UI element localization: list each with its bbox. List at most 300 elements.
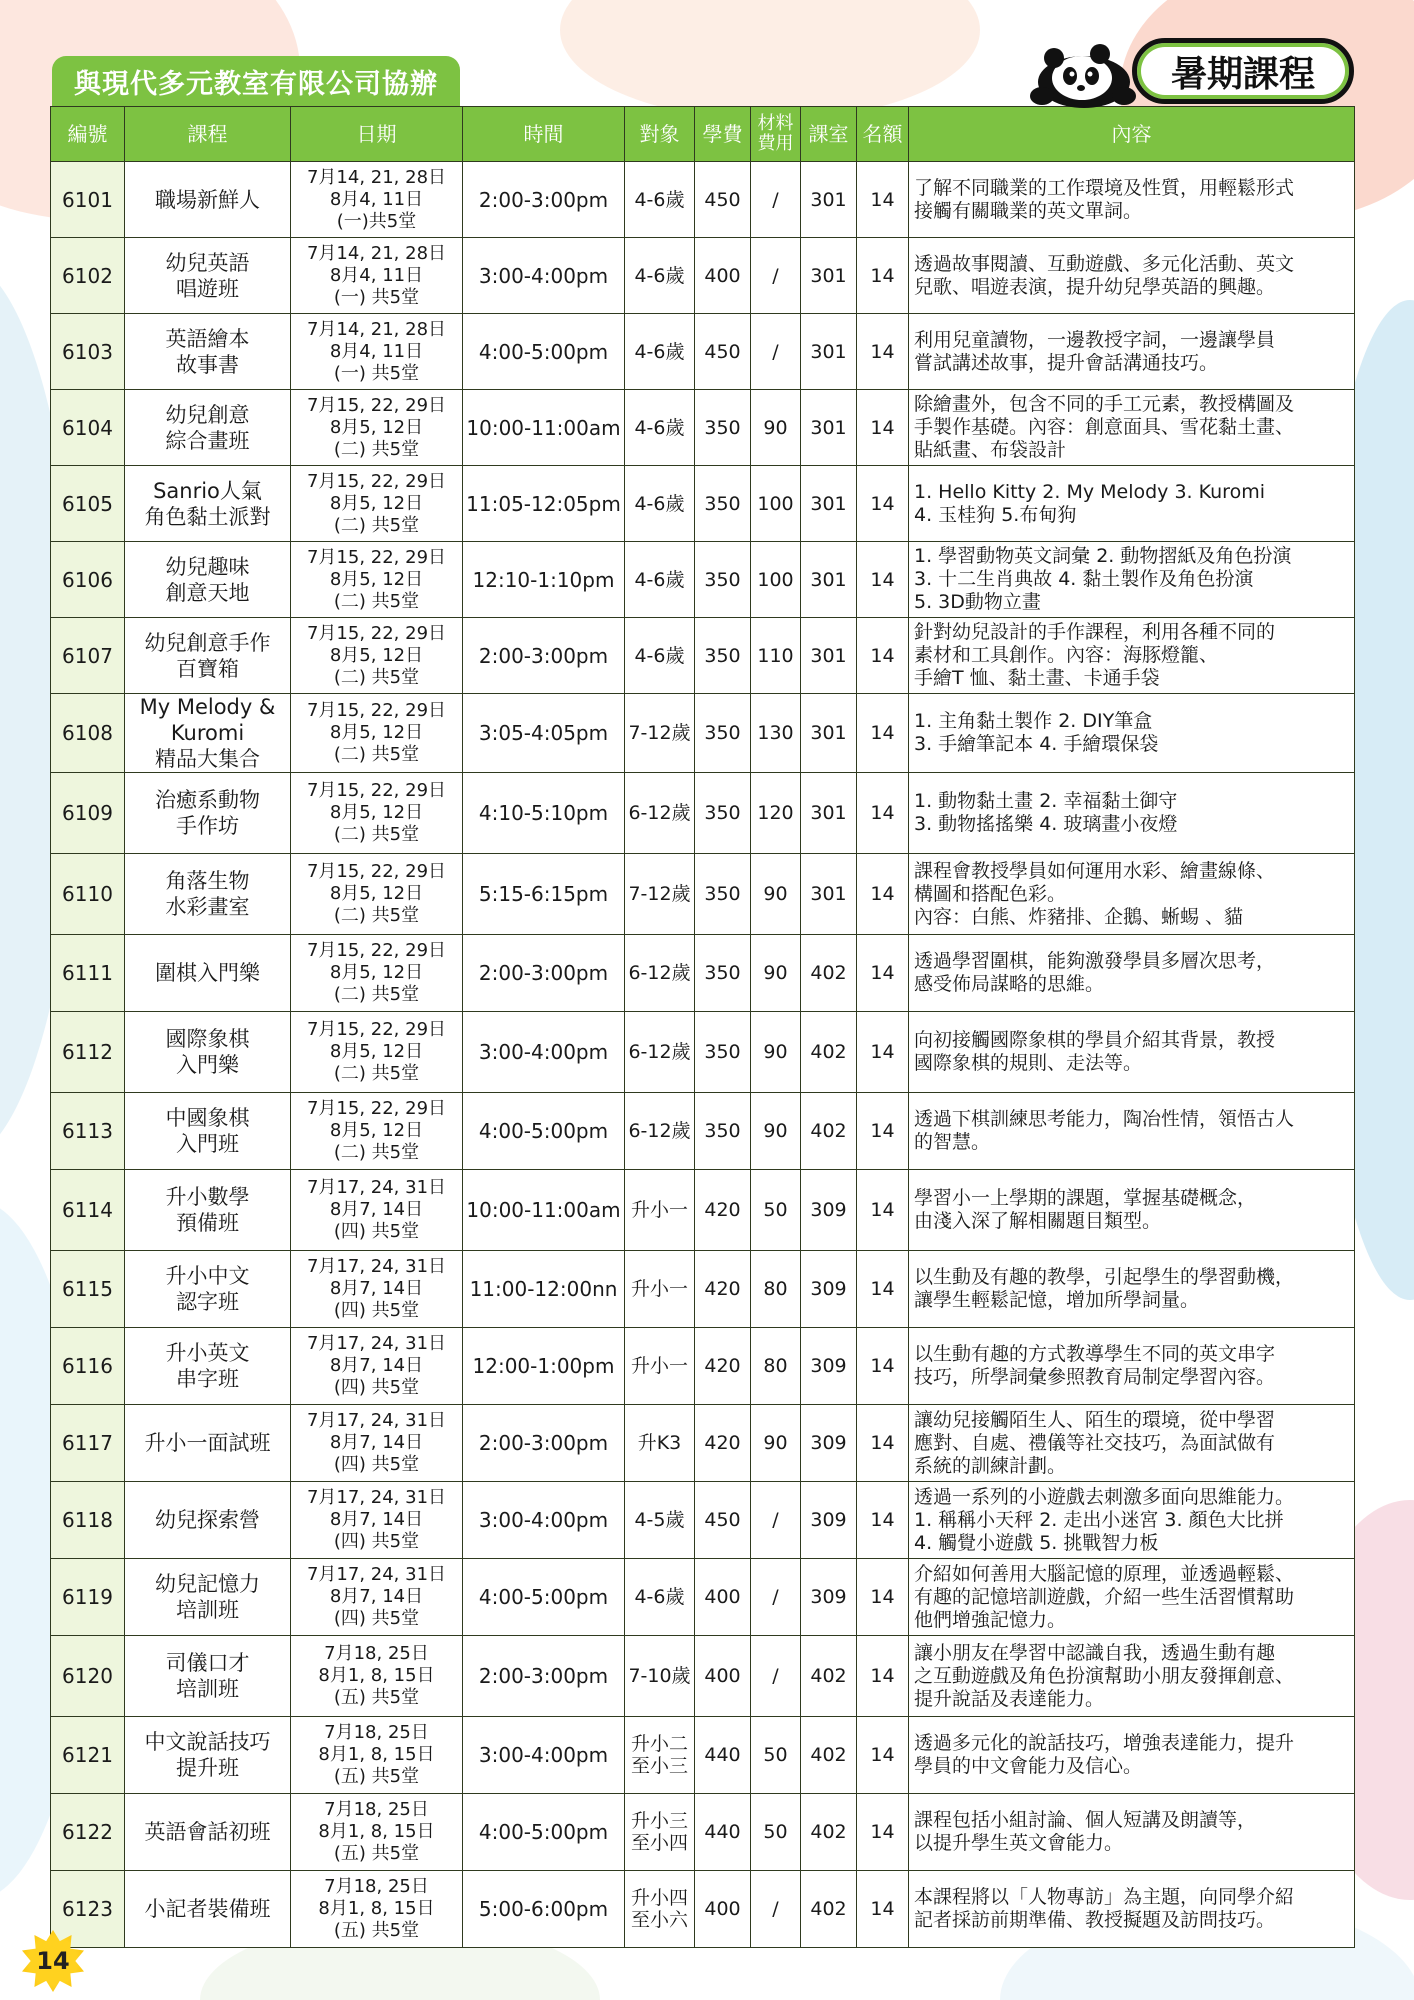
classroom: 301 xyxy=(801,162,857,238)
course-dates-line: 8月5, 12日 xyxy=(329,644,424,666)
course-target xyxy=(625,1871,695,1948)
course-name-line: 入門班 xyxy=(176,1132,239,1156)
course-dates-line: 7月17, 24, 31日 xyxy=(306,1256,447,1277)
course-target xyxy=(625,238,695,314)
course-dates-line: 8月7, 14日 xyxy=(329,1509,424,1530)
course-dates-line: 8月7, 14日 xyxy=(329,1278,424,1299)
course-target xyxy=(625,694,695,773)
course-description-line: 構圖和搭配色彩。 xyxy=(914,882,1067,905)
badge-title: 暑期課程 xyxy=(1132,38,1354,104)
course-name xyxy=(125,1012,291,1093)
course-name xyxy=(125,935,291,1012)
classroom: 402 xyxy=(801,1717,857,1794)
course-dates-line: 7月17, 24, 31日 xyxy=(306,1410,447,1431)
course-name-line: 培訓班 xyxy=(176,1598,239,1622)
course-name-line: 職場新鮮人 xyxy=(155,187,260,212)
course-description xyxy=(909,1251,1355,1328)
course-dates-line: 7月14, 21, 28日 xyxy=(306,242,447,264)
course-target-line: 4-6歲 xyxy=(634,264,685,287)
course-target-line: 4-6歲 xyxy=(634,644,685,667)
course-name xyxy=(125,1405,291,1482)
course-dates xyxy=(291,854,463,935)
course-description xyxy=(909,618,1355,694)
course-time: 2:00-3:00pm xyxy=(463,162,625,238)
course-name-line: 精品大集合 xyxy=(155,747,260,771)
course-code: 6106 xyxy=(51,542,125,618)
course-name-line: 預備班 xyxy=(176,1211,239,1235)
course-description-line: 提升說話及表達能力。 xyxy=(914,1687,1105,1710)
classroom: 309 xyxy=(801,1328,857,1405)
classroom: 301 xyxy=(801,618,857,694)
course-dates-line: 7月15, 22, 29日 xyxy=(306,1098,447,1119)
course-dates xyxy=(291,935,463,1012)
course-description xyxy=(909,694,1355,773)
course-dates xyxy=(291,1559,463,1636)
course-target xyxy=(625,542,695,618)
course-description-line: 課程包括小組討論、個人短講及朗讀等， xyxy=(914,1809,1257,1831)
table-row xyxy=(51,1093,1355,1170)
course-fee: 350 xyxy=(695,1012,751,1093)
course-target xyxy=(625,1170,695,1251)
course-name-line: 故事書 xyxy=(176,352,239,377)
material-fee: 100 xyxy=(751,466,801,542)
course-name-line: 英語繪本 xyxy=(165,326,250,351)
course-description xyxy=(909,854,1355,935)
classroom: 301 xyxy=(801,542,857,618)
course-target-line: 升小一 xyxy=(630,1199,688,1221)
course-code: 6123 xyxy=(51,1871,125,1948)
course-description xyxy=(909,773,1355,854)
course-description-line: 接觸有關職業的英文單詞。 xyxy=(914,199,1143,222)
course-description-line: 1. 稱稱小天秤 2. 走出小迷宮 3. 顏色大比拼 xyxy=(914,1508,1284,1531)
table-row xyxy=(51,466,1355,542)
column-header: 課程 xyxy=(125,107,291,162)
course-target-line: 6-12歲 xyxy=(628,1120,691,1142)
course-description-line: 利用兒童讀物，一邊教授字詞，一邊讓學員 xyxy=(914,328,1276,351)
quota: 14 xyxy=(857,1636,909,1717)
course-code: 6113 xyxy=(51,1093,125,1170)
table-row xyxy=(51,162,1355,238)
course-description-line: 透過學習圍棋，能夠激發學員多層次思考， xyxy=(914,950,1276,972)
course-dates xyxy=(291,1251,463,1328)
course-name-line: 治癒系動物 xyxy=(155,788,260,812)
course-name-line: 國際象棋 xyxy=(165,1027,250,1051)
organizer-tag: 與現代多元教室有限公司協辦 xyxy=(52,56,460,106)
course-code: 6112 xyxy=(51,1012,125,1093)
course-description-line: 1. 學習動物英文詞彙 2. 動物摺紙及角色扮演 xyxy=(914,545,1292,567)
table-row xyxy=(51,773,1355,854)
course-name xyxy=(125,694,291,773)
course-fee: 350 xyxy=(695,542,751,618)
course-code: 6110 xyxy=(51,854,125,935)
course-name xyxy=(125,314,291,390)
course-target-line: 至小四 xyxy=(630,1832,688,1854)
course-target-line: 6-12歲 xyxy=(628,1041,691,1063)
course-fee: 350 xyxy=(695,935,751,1012)
material-fee: / xyxy=(751,162,801,238)
table-row xyxy=(51,542,1355,618)
course-dates-line: (五) 共5堂 xyxy=(333,1766,420,1787)
course-description-line: 課程會教授學員如何運用水彩、繪畫線條、 xyxy=(914,859,1276,882)
course-time: 3:05-4:05pm xyxy=(463,694,625,773)
course-description-line: 讓小朋友在學習中認識自我，透過生動有趣 xyxy=(914,1641,1276,1664)
course-description-line: 3. 十二生肖典故 4. 黏土製作及角色扮演 xyxy=(914,568,1254,590)
course-dates xyxy=(291,694,463,773)
course-name-line: 串字班 xyxy=(176,1367,239,1391)
course-dates-line: 7月18, 25日 xyxy=(324,1799,429,1820)
course-description-line: 1. 主角黏土製作 2. DIY筆盒 xyxy=(914,710,1153,732)
course-dates-line: (二) 共5堂 xyxy=(333,744,420,765)
course-fee: 350 xyxy=(695,1093,751,1170)
course-description-line: 之互動遊戲及角色扮演幫助小朋友發揮創意、 xyxy=(914,1664,1295,1687)
course-description-line: 內容：白熊、炸豬排、企鵝、蜥蜴 、貓 xyxy=(914,905,1244,928)
course-fee: 400 xyxy=(695,1559,751,1636)
course-dates-line: (二) 共5堂 xyxy=(333,438,420,460)
table-row xyxy=(51,1328,1355,1405)
table-row xyxy=(51,935,1355,1012)
course-description-line: 3. 動物搖搖樂 4. 玻璃畫小夜燈 xyxy=(914,813,1178,835)
column-header: 日期 xyxy=(291,107,463,162)
course-description-line: 手繪T 恤、黏土畫、卡通手袋 xyxy=(914,667,1160,689)
course-name-line: 幼兒創意手作 xyxy=(144,630,271,655)
table-row xyxy=(51,1251,1355,1328)
course-name-line: Sanrio人氣 xyxy=(153,478,262,503)
table-row xyxy=(51,314,1355,390)
course-dates-line: (二) 共5堂 xyxy=(333,905,420,926)
quota: 14 xyxy=(857,238,909,314)
table-row xyxy=(51,390,1355,466)
course-dates-line: (五) 共5堂 xyxy=(333,1843,420,1864)
course-name-line: 角色黏土派對 xyxy=(144,504,271,529)
course-description-line: 以生動及有趣的教學，引起學生的學習動機， xyxy=(914,1266,1295,1288)
material-fee: 120 xyxy=(751,773,801,854)
course-name-line: 司儀口才 xyxy=(165,1651,250,1675)
course-description-line: 1. 動物黏土畫 2. 幸福黏土御守 xyxy=(914,790,1178,812)
course-code: 6109 xyxy=(51,773,125,854)
course-name-line: 角落生物 xyxy=(165,869,250,893)
course-target xyxy=(625,1012,695,1093)
course-description-line: 素材和工具創作。內容：海豚燈籠、 xyxy=(914,644,1219,666)
course-dates-line: 8月5, 12日 xyxy=(329,492,424,514)
material-fee: 50 xyxy=(751,1170,801,1251)
column-header: 名額 xyxy=(857,107,909,162)
course-name-line: 入門樂 xyxy=(176,1053,239,1077)
course-dates-line: (四) 共5堂 xyxy=(333,1531,420,1552)
classroom: 402 xyxy=(801,1794,857,1871)
course-time: 4:00-5:00pm xyxy=(463,1794,625,1871)
column-header: 時間 xyxy=(463,107,625,162)
course-dates-line: (四) 共5堂 xyxy=(333,1454,420,1475)
course-target xyxy=(625,1717,695,1794)
course-dates-line: (四) 共5堂 xyxy=(333,1300,420,1321)
course-description-line: 貼紙畫、布袋設計 xyxy=(914,439,1067,461)
course-name xyxy=(125,162,291,238)
course-name xyxy=(125,466,291,542)
course-name-line: 中國象棋 xyxy=(165,1106,250,1130)
column-header: 學費 xyxy=(695,107,751,162)
course-name xyxy=(125,390,291,466)
course-fee: 350 xyxy=(695,390,751,466)
course-code: 6114 xyxy=(51,1170,125,1251)
course-description-line: 透過一系列的小遊戲去刺激多面向思維能力。 xyxy=(914,1485,1295,1508)
course-description-line: 了解不同職業的工作環境及性質，用輕鬆形式 xyxy=(914,176,1295,199)
course-name-line: 幼兒記憶力 xyxy=(155,1572,260,1596)
course-target-line: 升小四 xyxy=(630,1887,688,1909)
course-description-line: 介紹如何善用大腦記憶的原理，並透過輕鬆、 xyxy=(914,1562,1295,1585)
course-fee: 420 xyxy=(695,1328,751,1405)
material-fee: 130 xyxy=(751,694,801,773)
course-target-line: 4-6歲 xyxy=(634,1586,685,1608)
course-dates-line: 7月15, 22, 29日 xyxy=(306,861,447,882)
quota: 14 xyxy=(857,162,909,238)
quota: 14 xyxy=(857,1482,909,1559)
course-dates-line: 8月5, 12日 xyxy=(329,1120,424,1141)
course-target-line: 升小三 xyxy=(630,1810,688,1832)
course-name-line: 水彩畫室 xyxy=(165,895,250,919)
course-target-line: 升小一 xyxy=(630,1278,688,1300)
course-target-line: 4-6歲 xyxy=(634,340,685,363)
material-fee: / xyxy=(751,314,801,390)
course-dates-line: 7月17, 24, 31日 xyxy=(306,1564,447,1585)
course-dates xyxy=(291,1170,463,1251)
quota: 14 xyxy=(857,1794,909,1871)
classroom: 301 xyxy=(801,854,857,935)
table-row xyxy=(51,1871,1355,1948)
course-target xyxy=(625,390,695,466)
material-fee: 90 xyxy=(751,1012,801,1093)
column-header: 材料費用 xyxy=(751,107,801,162)
course-dates-line: (二) 共5堂 xyxy=(333,824,420,845)
course-description-line: 手製作基礎。內容：創意面具、雪花黏土畫、 xyxy=(914,416,1295,438)
column-header: 內容 xyxy=(909,107,1355,162)
table-row xyxy=(51,618,1355,694)
course-name xyxy=(125,1559,291,1636)
course-description xyxy=(909,1012,1355,1093)
course-description-line: 學員的中文會能力及信心。 xyxy=(914,1755,1143,1777)
course-description-line: 的智慧。 xyxy=(914,1131,991,1153)
course-dates-line: 8月4, 11日 xyxy=(329,264,424,286)
course-target xyxy=(625,773,695,854)
course-target-line: 4-6歲 xyxy=(634,416,685,439)
classroom: 301 xyxy=(801,466,857,542)
course-dates-line: 7月18, 25日 xyxy=(324,1643,429,1664)
course-time: 2:00-3:00pm xyxy=(463,935,625,1012)
course-name xyxy=(125,618,291,694)
course-dates-line: (二) 共5堂 xyxy=(333,984,420,1005)
course-dates-line: 7月15, 22, 29日 xyxy=(306,394,447,416)
course-time: 3:00-4:00pm xyxy=(463,238,625,314)
course-name-line: 手作坊 xyxy=(176,814,239,838)
quota: 14 xyxy=(857,1170,909,1251)
table-row xyxy=(51,1405,1355,1482)
course-name xyxy=(125,1636,291,1717)
course-description-line: 本課程將以「人物專訪」為主題，向同學介紹 xyxy=(914,1886,1295,1908)
course-dates xyxy=(291,1636,463,1717)
course-time: 2:00-3:00pm xyxy=(463,1405,625,1482)
course-target xyxy=(625,1559,695,1636)
course-name xyxy=(125,1717,291,1794)
course-time: 3:00-4:00pm xyxy=(463,1717,625,1794)
course-name-line: 幼兒趣味 xyxy=(165,554,250,579)
course-fee: 450 xyxy=(695,162,751,238)
course-description xyxy=(909,1794,1355,1871)
course-dates-line: (一) 共5堂 xyxy=(333,286,420,308)
course-dates-line: 8月7, 14日 xyxy=(329,1355,424,1376)
course-description-line: 向初接觸國際象棋的學員介紹其背景，教授 xyxy=(914,1029,1276,1051)
course-description-line: 系統的訓練計劃。 xyxy=(914,1454,1067,1477)
course-dates-line: 8月4, 11日 xyxy=(329,188,424,210)
course-time: 4:00-5:00pm xyxy=(463,1093,625,1170)
course-description-line: 4. 玉桂狗 5.布甸狗 xyxy=(914,503,1077,526)
course-dates-line: 7月15, 22, 29日 xyxy=(306,622,447,644)
course-dates-line: (五) 共5堂 xyxy=(333,1687,420,1708)
classroom: 301 xyxy=(801,314,857,390)
course-dates-line: 7月17, 24, 31日 xyxy=(306,1333,447,1354)
table-row xyxy=(51,1794,1355,1871)
course-dates xyxy=(291,542,463,618)
classroom: 402 xyxy=(801,1636,857,1717)
course-fee: 440 xyxy=(695,1717,751,1794)
course-dates-line: (四) 共5堂 xyxy=(333,1221,420,1242)
course-dates-line: 8月1, 8, 15日 xyxy=(318,1821,435,1842)
course-description-line: 1. Hello Kitty 2. My Melody 3. Kuromi xyxy=(914,480,1265,503)
column-header: 對象 xyxy=(625,107,695,162)
course-dates-line: 8月5, 12日 xyxy=(329,802,424,823)
course-description xyxy=(909,1405,1355,1482)
course-description-line: 針對幼兒設計的手作課程，利用各種不同的 xyxy=(914,621,1276,643)
course-fee: 350 xyxy=(695,773,751,854)
course-target-line: 6-12歲 xyxy=(628,802,691,824)
course-dates-line: (二) 共5堂 xyxy=(333,1063,420,1084)
column-header: 編號 xyxy=(51,107,125,162)
course-time: 12:10-1:10pm xyxy=(463,542,625,618)
course-description xyxy=(909,1328,1355,1405)
course-code: 6115 xyxy=(51,1251,125,1328)
table-row xyxy=(51,1636,1355,1717)
course-dates xyxy=(291,1482,463,1559)
course-fee: 400 xyxy=(695,1871,751,1948)
course-code: 6120 xyxy=(51,1636,125,1717)
course-description xyxy=(909,1482,1355,1559)
course-fee: 420 xyxy=(695,1170,751,1251)
course-dates-line: (五) 共5堂 xyxy=(333,1920,420,1941)
course-name xyxy=(125,1482,291,1559)
course-dates-line: 8月1, 8, 15日 xyxy=(318,1665,435,1686)
table-row xyxy=(51,1170,1355,1251)
classroom: 301 xyxy=(801,390,857,466)
course-target-line: 升小一 xyxy=(630,1355,688,1377)
course-dates xyxy=(291,1794,463,1871)
course-target-line: 7-12歲 xyxy=(628,722,691,744)
quota: 14 xyxy=(857,1717,909,1794)
course-target-line: 4-6歲 xyxy=(634,568,685,591)
quota: 14 xyxy=(857,694,909,773)
course-dates-line: 7月15, 22, 29日 xyxy=(306,546,447,568)
course-time: 5:15-6:15pm xyxy=(463,854,625,935)
course-dates-line: (二) 共5堂 xyxy=(333,666,420,688)
course-name xyxy=(125,1251,291,1328)
table-row xyxy=(51,694,1355,773)
table-row xyxy=(51,1012,1355,1093)
course-code: 6107 xyxy=(51,618,125,694)
course-code: 6119 xyxy=(51,1559,125,1636)
material-fee: / xyxy=(751,1482,801,1559)
course-code: 6122 xyxy=(51,1794,125,1871)
course-dates xyxy=(291,1328,463,1405)
course-description xyxy=(909,390,1355,466)
course-fee: 450 xyxy=(695,314,751,390)
classroom: 309 xyxy=(801,1405,857,1482)
course-fee: 450 xyxy=(695,1482,751,1559)
course-dates-line: 7月17, 24, 31日 xyxy=(306,1487,447,1508)
course-dates-line: 7月15, 22, 29日 xyxy=(306,470,447,492)
course-code: 6116 xyxy=(51,1328,125,1405)
course-dates-line: 8月5, 12日 xyxy=(329,883,424,904)
course-target xyxy=(625,1328,695,1405)
course-time: 12:00-1:00pm xyxy=(463,1328,625,1405)
course-target-line: 4-6歲 xyxy=(634,492,685,515)
course-fee: 420 xyxy=(695,1251,751,1328)
material-fee: 50 xyxy=(751,1794,801,1871)
course-description-line: 以生動有趣的方式教導學生不同的英文串字 xyxy=(914,1343,1276,1365)
section-badge xyxy=(1024,38,1354,110)
course-time: 4:00-5:00pm xyxy=(463,314,625,390)
course-name-line: 中文說話技巧 xyxy=(144,1730,271,1754)
course-description xyxy=(909,162,1355,238)
course-name-line: 唱遊班 xyxy=(176,276,239,301)
course-name-line: 英語會話初班 xyxy=(144,1820,271,1844)
material-fee: 110 xyxy=(751,618,801,694)
course-fee: 400 xyxy=(695,238,751,314)
course-description-line: 由淺入深了解相關題目類型。 xyxy=(914,1210,1162,1232)
course-target-line: 6-12歲 xyxy=(628,962,691,984)
material-fee: 100 xyxy=(751,542,801,618)
course-description-line: 感受佈局謀略的思維。 xyxy=(914,973,1105,995)
course-description-line: 國際象棋的規則、走法等。 xyxy=(914,1052,1143,1074)
course-code: 6104 xyxy=(51,390,125,466)
course-dates-line: (二) 共5堂 xyxy=(333,590,420,612)
course-name-line: My Melody & xyxy=(139,695,276,719)
course-description xyxy=(909,935,1355,1012)
quota: 14 xyxy=(857,854,909,935)
course-dates-line: 8月5, 12日 xyxy=(329,962,424,983)
course-description-line: 透過故事閱讀、互動遊戲、多元化活動、英文 xyxy=(914,252,1295,275)
course-name xyxy=(125,1871,291,1948)
course-code: 6121 xyxy=(51,1717,125,1794)
classroom: 402 xyxy=(801,1093,857,1170)
course-target-line: 4-5歲 xyxy=(634,1509,685,1531)
course-table xyxy=(50,106,1355,1948)
course-dates xyxy=(291,1093,463,1170)
course-dates xyxy=(291,1717,463,1794)
material-fee: 80 xyxy=(751,1251,801,1328)
course-name-line: 升小英文 xyxy=(165,1341,250,1365)
course-code: 6103 xyxy=(51,314,125,390)
course-dates-line: 8月7, 14日 xyxy=(329,1586,424,1607)
course-description-line: 技巧，所學詞彙參照教育局制定學習內容。 xyxy=(914,1366,1276,1388)
course-dates-line: 8月5, 12日 xyxy=(329,1041,424,1062)
course-fee: 350 xyxy=(695,466,751,542)
quota: 14 xyxy=(857,466,909,542)
course-description xyxy=(909,1871,1355,1948)
course-dates xyxy=(291,466,463,542)
course-time: 4:00-5:00pm xyxy=(463,1559,625,1636)
classroom: 301 xyxy=(801,694,857,773)
course-code: 6102 xyxy=(51,238,125,314)
table-row xyxy=(51,1559,1355,1636)
course-dates-line: 7月15, 22, 29日 xyxy=(306,1019,447,1040)
course-description-line: 5. 3D動物立畫 xyxy=(914,591,1041,613)
